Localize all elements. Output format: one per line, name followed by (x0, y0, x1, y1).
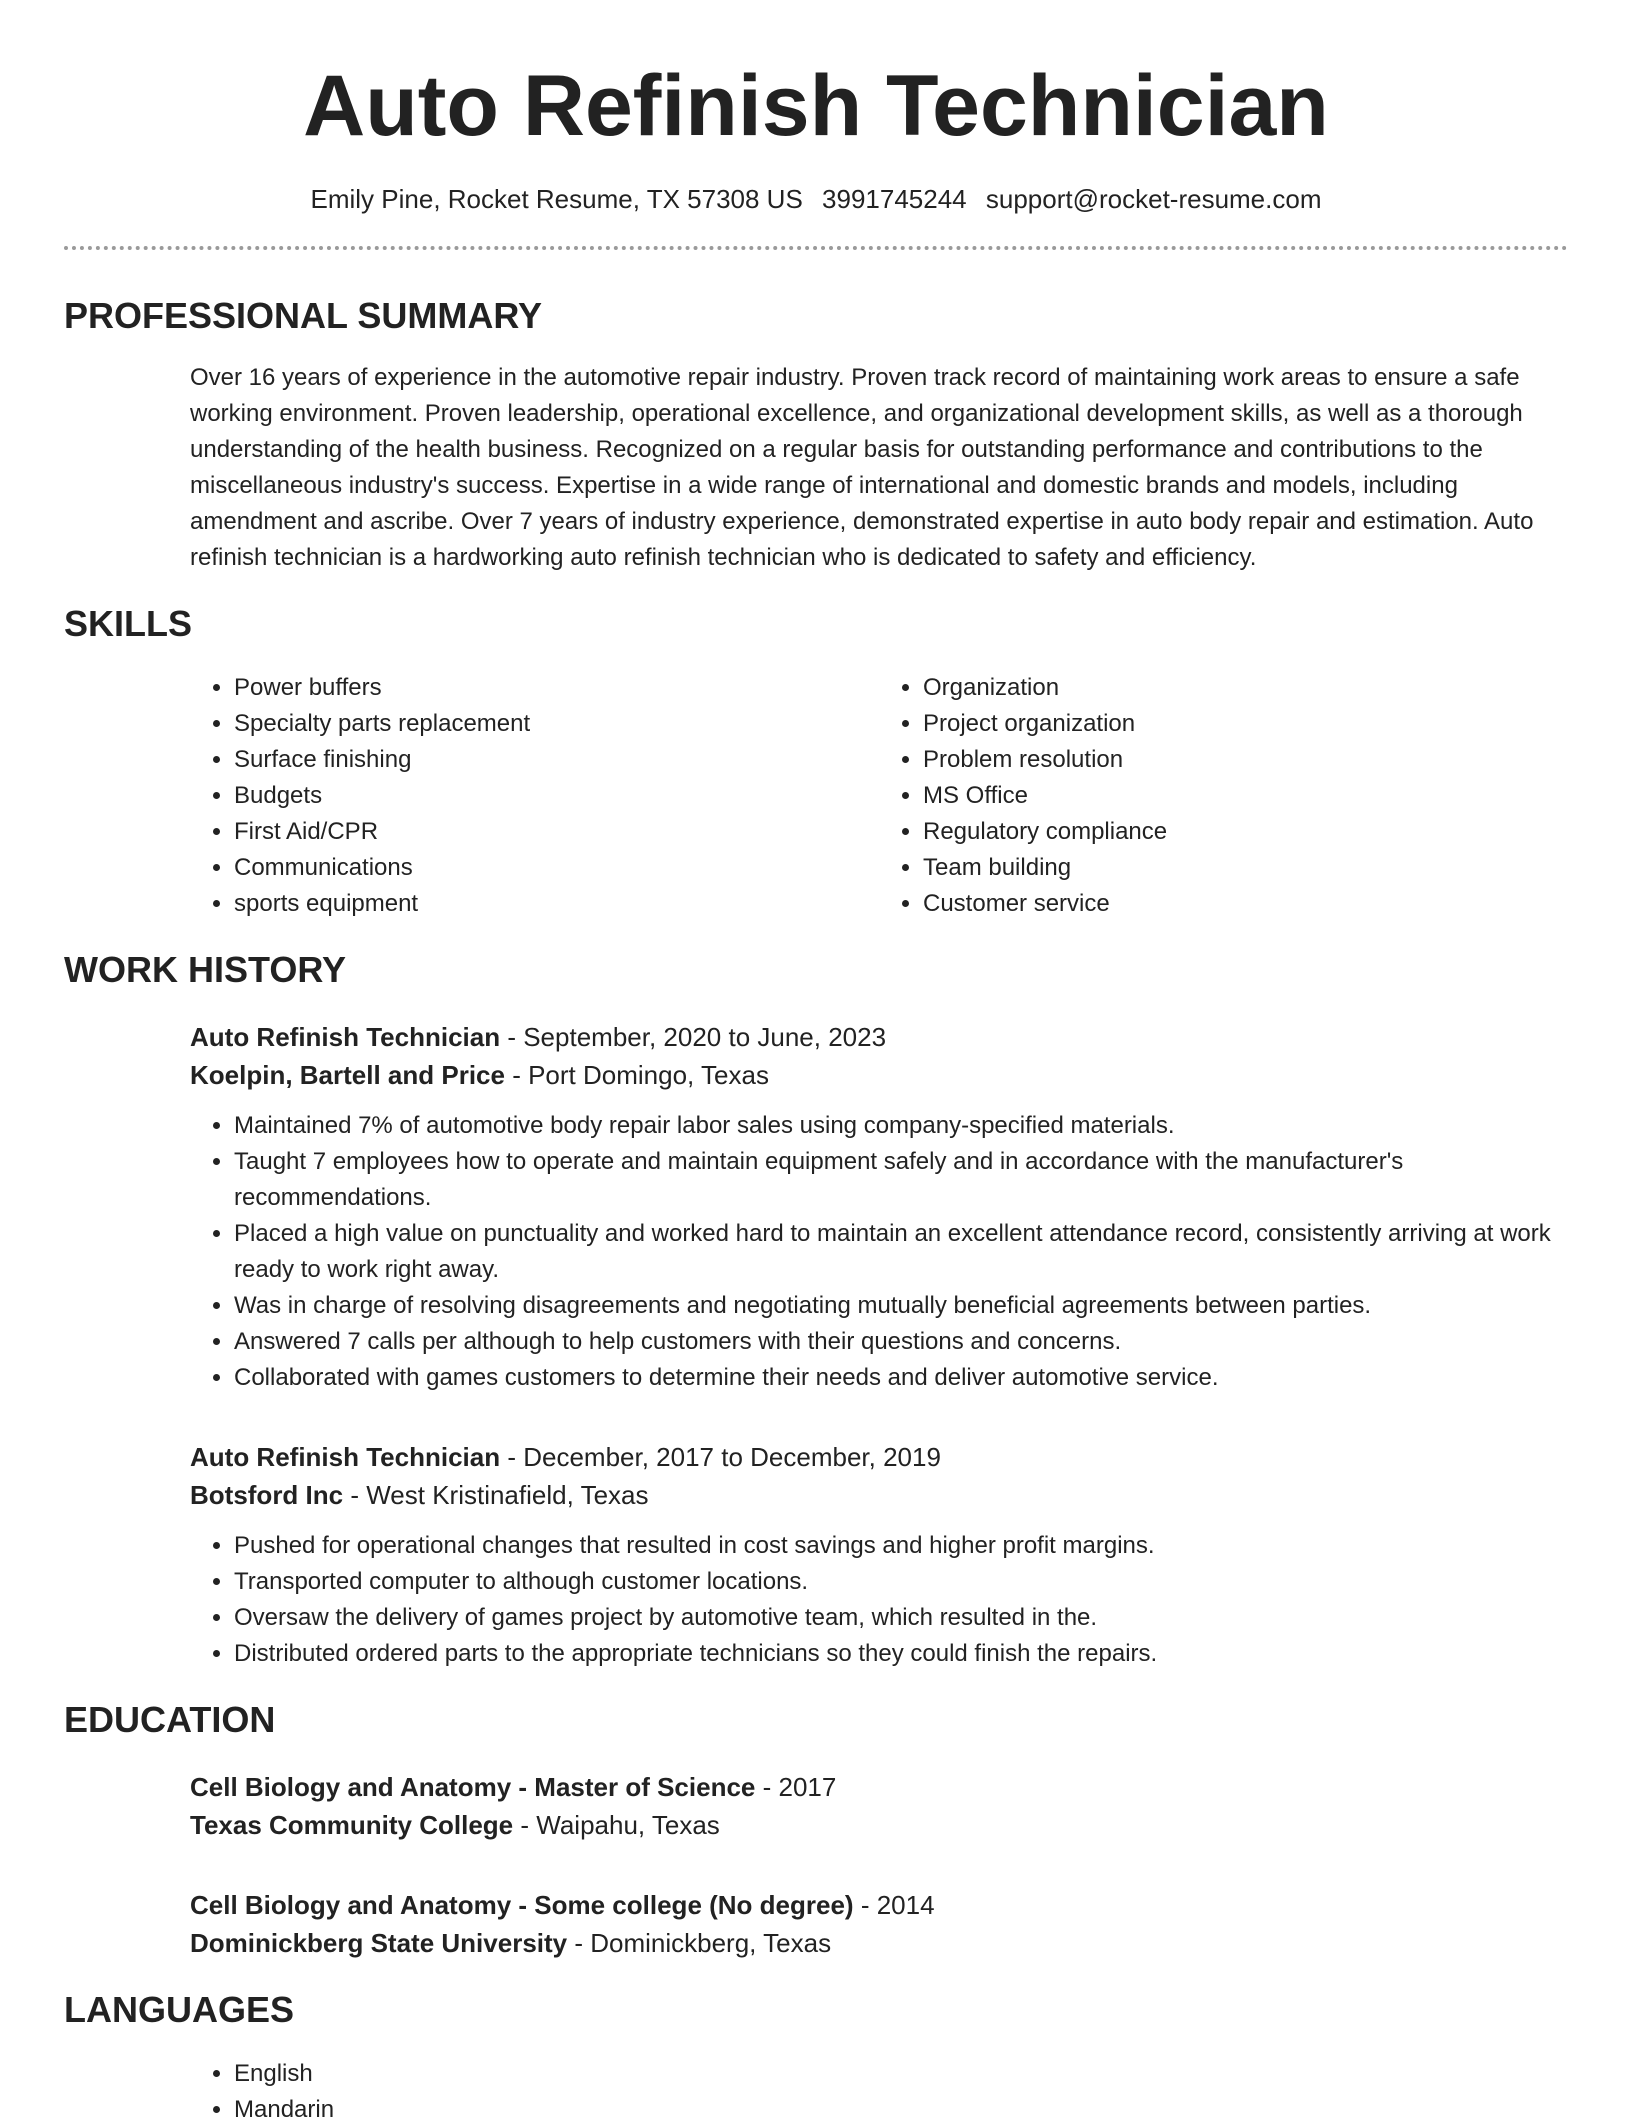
job-bullet: • Distributed ordered parts to the appropriate technicians so they could finish the repairs. (234, 1636, 1568, 1672)
education-year: - 2017 (755, 1772, 837, 1802)
skill-item: • Surface finishing (234, 742, 879, 778)
skills-columns (190, 670, 1568, 922)
language-item: • Mandarin (234, 2092, 1568, 2128)
job-bullet: • Transported computer to although customer locations. (234, 1564, 1568, 1600)
header-divider (64, 246, 1568, 250)
contact-phone: 3991745244 (822, 184, 967, 214)
job-location: - West Kristinafield, Texas (343, 1480, 649, 1510)
job-company: Koelpin, Bartell and Price (190, 1060, 505, 1090)
job-bullet: • Collaborated with games customers to determine their needs and deliver automotive service. (234, 1360, 1568, 1396)
summary-text: Over 16 years of experience in the automotive repair industry. Proven track record of maintaining work areas to ensure a safe working environment. Proven leadership, operational excellence, and organizational development skills, as well as a thorough understanding of the health business. Recognized on a regular basis for outstanding performance and contributions to the miscellaneous industry's success. Expertise in a wide range of international and domestic brands and models, including amendment and ascribe. Over 7 years of industry experience, demonstrated expertise in auto body repair and estimation. Auto refinish technician is a hardworking auto refinish technician who is dedicated to safety and efficiency. (190, 364, 1534, 571)
job-entry (190, 1018, 1568, 1396)
skill-item: • Regulatory compliance (923, 814, 1568, 850)
education-location: - Dominickberg, Texas (567, 1928, 832, 1958)
job-bullet: • Taught 7 employees how to operate and maintain equipment safely and in accordance with the manufacturer's recommendations. (234, 1144, 1568, 1216)
education-school-line (190, 1924, 1568, 1962)
job-bullets (190, 1528, 1568, 1672)
contact-address: Emily Pine, Rocket Resume, TX 57308 US (310, 184, 803, 214)
work-history-heading: WORK HISTORY (64, 949, 347, 990)
education-heading: EDUCATION (64, 1699, 276, 1740)
job-title: Auto Refinish Technician (190, 1442, 501, 1472)
skills-heading: SKILLS (64, 603, 193, 644)
skills-right-list (879, 670, 1568, 922)
education-degree: Cell Biology and Anatomy - Master of Science (190, 1772, 756, 1802)
contact-email: support@rocket-resume.com (985, 184, 1322, 214)
job-company-line (190, 1476, 1568, 1514)
job-bullet: • Pushed for operational changes that resulted in cost savings and higher profit margins. (234, 1528, 1568, 1564)
job-title: Auto Refinish Technician (190, 1022, 501, 1052)
education-section (64, 1698, 1568, 1962)
job-company-line (190, 1056, 1568, 1094)
job-title-line (190, 1018, 1568, 1056)
skill-item: • First Aid/CPR (234, 814, 879, 850)
skill-item: • Problem resolution (923, 742, 1568, 778)
education-degree: Cell Biology and Anatomy - Some college (No degree) (190, 1890, 854, 1920)
job-company: Botsford Inc (190, 1480, 344, 1510)
skill-item: • Organization (923, 670, 1568, 706)
skill-item: • Customer service (923, 886, 1568, 922)
languages-section (64, 1988, 1568, 2128)
skill-item: • MS Office (923, 778, 1568, 814)
education-school: Texas Community College (190, 1810, 514, 1840)
skill-item: • Communications (234, 850, 879, 886)
summary-heading: PROFESSIONAL SUMMARY (64, 295, 543, 336)
skill-item: • sports equipment (234, 886, 879, 922)
education-school: Dominickberg State University (190, 1928, 568, 1958)
education-location: - Waipahu, Texas (513, 1810, 720, 1840)
job-bullet: • Maintained 7% of automotive body repair labor sales using company-specified materials. (234, 1108, 1568, 1144)
education-school-line (190, 1806, 1568, 1844)
job-bullet: • Was in charge of resolving disagreements and negotiating mutually beneficial agreements between parties. (234, 1288, 1568, 1324)
job-bullets (190, 1108, 1568, 1396)
education-entry (190, 1768, 1568, 1844)
languages-list (190, 2056, 1568, 2128)
job-dates: - December, 2017 to December, 2019 (500, 1442, 941, 1472)
contact-line (64, 182, 1568, 216)
job-bullet: • Oversaw the delivery of games project by automotive team, which resulted in the. (234, 1600, 1568, 1636)
skill-item: • Project organization (923, 706, 1568, 742)
skills-left-list (190, 670, 879, 922)
education-entry (190, 1886, 1568, 1962)
job-title-line (190, 1438, 1568, 1476)
skills-section (64, 602, 1568, 922)
job-dates: - September, 2020 to June, 2023 (500, 1022, 887, 1052)
skill-item: • Power buffers (234, 670, 879, 706)
work-history-section (64, 948, 1568, 1672)
languages-heading: LANGUAGES (64, 1989, 295, 2030)
job-entry (190, 1438, 1568, 1672)
language-item: • English (234, 2056, 1568, 2092)
education-year: - 2014 (853, 1890, 935, 1920)
skill-item: • Specialty parts replacement (234, 706, 879, 742)
skill-item: • Team building (923, 850, 1568, 886)
summary-section (64, 294, 1568, 576)
job-bullet: • Answered 7 calls per although to help customers with their questions and concerns. (234, 1324, 1568, 1360)
job-bullet: • Placed a high value on punctuality and worked hard to maintain an excellent attendance record, consistently arriving at work ready to work right away. (234, 1216, 1568, 1288)
education-degree-line (190, 1886, 1568, 1924)
education-degree-line (190, 1768, 1568, 1806)
resume-title: Auto Refinish Technician (303, 58, 1329, 154)
job-location: - Port Domingo, Texas (504, 1060, 769, 1090)
skill-item: • Budgets (234, 778, 879, 814)
